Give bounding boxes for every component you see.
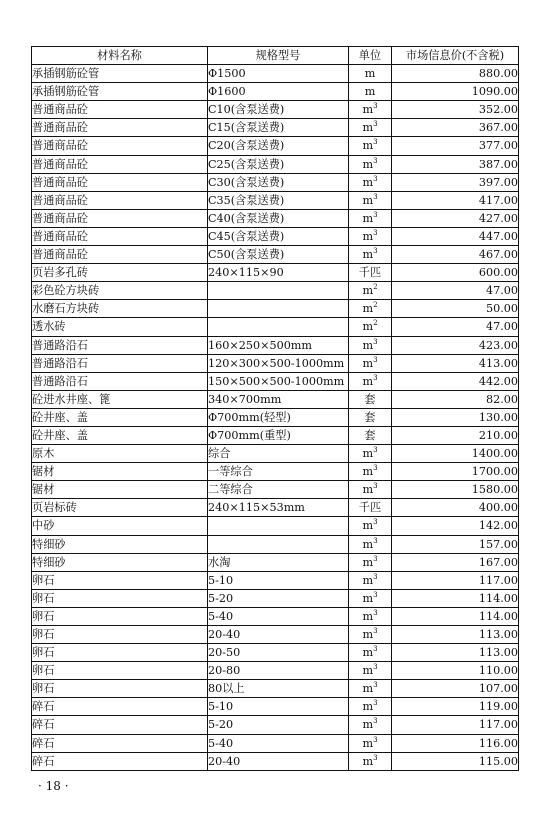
unit-cell: $m^3$ xyxy=(349,589,392,607)
material-name-cell: 普通商品砼 xyxy=(32,119,208,137)
spec-model-cell xyxy=(208,300,349,318)
price-cell: 50.00 xyxy=(392,300,519,318)
table-row xyxy=(32,571,519,589)
table-row xyxy=(32,662,519,680)
spec-model-cell: C30(含泵送费) xyxy=(208,173,349,191)
unit-cell: $m^3$ xyxy=(349,626,392,644)
spec-model-cell: C50(含泵送费) xyxy=(208,246,349,264)
material-name-cell: 普通商品砼 xyxy=(32,209,208,227)
material-name-cell: 碎石 xyxy=(32,752,208,770)
price-cell: 880.00 xyxy=(392,65,519,83)
page-number: · 18 · xyxy=(38,779,69,793)
price-cell: 114.00 xyxy=(392,607,519,625)
unit-cell: 千匹 xyxy=(349,264,392,282)
unit-cell: $m^3$ xyxy=(349,662,392,680)
spec-model-cell: 120×300×500-1000mm xyxy=(208,354,349,372)
table-row xyxy=(32,626,519,644)
table-row xyxy=(32,734,519,752)
material-name-cell: 彩色砼方块砖 xyxy=(32,282,208,300)
material-name-cell: 特细砂 xyxy=(32,553,208,571)
price-cell: 400.00 xyxy=(392,499,519,517)
unit-cell: 套 xyxy=(349,426,392,444)
table-row xyxy=(32,101,519,119)
spec-model-cell: Φ700mm(轻型) xyxy=(208,408,349,426)
spec-model-cell: 5-20 xyxy=(208,716,349,734)
material-name-cell: 卵石 xyxy=(32,607,208,625)
spec-model-cell: 5-10 xyxy=(208,698,349,716)
table-row xyxy=(32,318,519,336)
price-cell: 377.00 xyxy=(392,137,519,155)
table-row xyxy=(32,445,519,463)
table-row xyxy=(32,535,519,553)
material-name-cell: 普通商品砼 xyxy=(32,191,208,209)
material-name-cell: 页岩标砖 xyxy=(32,499,208,517)
price-cell: 110.00 xyxy=(392,662,519,680)
spec-model-cell: 20-80 xyxy=(208,662,349,680)
material-name-cell: 普通路沿石 xyxy=(32,354,208,372)
unit-cell: $m^3$ xyxy=(349,246,392,264)
table-row xyxy=(32,752,519,770)
header-row xyxy=(32,47,519,65)
table-row xyxy=(32,137,519,155)
price-cell: 130.00 xyxy=(392,408,519,426)
unit-cell: $m^3$ xyxy=(349,336,392,354)
material-name-cell: 原木 xyxy=(32,445,208,463)
table-row xyxy=(32,644,519,662)
unit-cell: 套 xyxy=(349,390,392,408)
spec-model-cell xyxy=(208,535,349,553)
table-row xyxy=(32,589,519,607)
header-unit: 单位 xyxy=(349,47,392,65)
price-cell: 117.00 xyxy=(392,571,519,589)
spec-model-cell: Φ700mm(重型) xyxy=(208,426,349,444)
price-cell: 387.00 xyxy=(392,155,519,173)
unit-cell: $m^3$ xyxy=(349,372,392,390)
spec-model-cell: 240×115×90 xyxy=(208,264,349,282)
unit-cell: 千匹 xyxy=(349,499,392,517)
material-name-cell: 页岩多孔砖 xyxy=(32,264,208,282)
spec-model-cell: C40(含泵送费) xyxy=(208,209,349,227)
price-cell: 113.00 xyxy=(392,644,519,662)
spec-model-cell: 20-40 xyxy=(208,626,349,644)
spec-model-cell: 综合 xyxy=(208,445,349,463)
spec-model-cell: 5-20 xyxy=(208,589,349,607)
price-cell: 352.00 xyxy=(392,101,519,119)
unit-cell: m xyxy=(349,65,392,83)
spec-model-cell: 20-40 xyxy=(208,752,349,770)
spec-model-cell: 5-40 xyxy=(208,734,349,752)
unit-cell: $m^3$ xyxy=(349,716,392,734)
table-row xyxy=(32,264,519,282)
price-cell: 119.00 xyxy=(392,698,519,716)
table-row xyxy=(32,553,519,571)
unit-cell: $m^3$ xyxy=(349,698,392,716)
price-cell: 397.00 xyxy=(392,173,519,191)
material-name-cell: 卵石 xyxy=(32,589,208,607)
table-row xyxy=(32,354,519,372)
unit-cell: 套 xyxy=(349,408,392,426)
table-row xyxy=(32,607,519,625)
material-name-cell: 普通商品砼 xyxy=(32,227,208,245)
material-name-cell: 砼井座、盖 xyxy=(32,426,208,444)
table-row xyxy=(32,119,519,137)
price-cell: 114.00 xyxy=(392,589,519,607)
unit-cell: $m^3$ xyxy=(349,209,392,227)
table-row xyxy=(32,463,519,481)
material-name-cell: 锯材 xyxy=(32,481,208,499)
table-row xyxy=(32,426,519,444)
price-cell: 1580.00 xyxy=(392,481,519,499)
material-name-cell: 普通商品砼 xyxy=(32,137,208,155)
unit-cell: $m^3$ xyxy=(349,137,392,155)
spec-model-cell: 160×250×500mm xyxy=(208,336,349,354)
unit-cell: $m^3$ xyxy=(349,354,392,372)
unit-cell: $m^2$ xyxy=(349,282,392,300)
price-cell: 107.00 xyxy=(392,680,519,698)
price-cell: 47.00 xyxy=(392,318,519,336)
material-name-cell: 卵石 xyxy=(32,680,208,698)
table-row xyxy=(32,155,519,173)
table-row xyxy=(32,408,519,426)
unit-cell: $m^3$ xyxy=(349,734,392,752)
spec-model-cell: Φ1600 xyxy=(208,83,349,101)
table-row xyxy=(32,191,519,209)
spec-model-cell: 二等综合 xyxy=(208,481,349,499)
unit-cell: $m^3$ xyxy=(349,680,392,698)
table-row xyxy=(32,499,519,517)
table-row xyxy=(32,227,519,245)
material-name-cell: 特细砂 xyxy=(32,535,208,553)
table-row xyxy=(32,336,519,354)
unit-cell: $m^3$ xyxy=(349,119,392,137)
price-cell: 157.00 xyxy=(392,535,519,553)
unit-cell: $m^2$ xyxy=(349,318,392,336)
spec-model-cell: C25(含泵送费) xyxy=(208,155,349,173)
material-name-cell: 卵石 xyxy=(32,626,208,644)
table-row xyxy=(32,698,519,716)
unit-cell: $m^3$ xyxy=(349,752,392,770)
material-name-cell: 普通商品砼 xyxy=(32,155,208,173)
material-name-cell: 卵石 xyxy=(32,662,208,680)
spec-model-cell: C45(含泵送费) xyxy=(208,227,349,245)
unit-cell: $m^2$ xyxy=(349,300,392,318)
price-cell: 600.00 xyxy=(392,264,519,282)
unit-cell: $m^3$ xyxy=(349,227,392,245)
material-name-cell: 碎石 xyxy=(32,716,208,734)
unit-cell: $m^3$ xyxy=(349,517,392,535)
material-name-cell: 承插钢筋砼管 xyxy=(32,83,208,101)
spec-model-cell: 80以上 xyxy=(208,680,349,698)
material-name-cell: 水磨石方块砖 xyxy=(32,300,208,318)
material-name-cell: 普通路沿石 xyxy=(32,372,208,390)
material-name-cell: 普通路沿石 xyxy=(32,336,208,354)
price-cell: 113.00 xyxy=(392,626,519,644)
table-row xyxy=(32,300,519,318)
material-name-cell: 普通商品砼 xyxy=(32,173,208,191)
spec-model-cell: C15(含泵送费) xyxy=(208,119,349,137)
price-cell: 116.00 xyxy=(392,734,519,752)
price-cell: 167.00 xyxy=(392,553,519,571)
spec-model-cell: 150×500×500-1000mm xyxy=(208,372,349,390)
spec-model-cell: 20-50 xyxy=(208,644,349,662)
spec-model-cell: 340×700mm xyxy=(208,390,349,408)
price-cell: 1400.00 xyxy=(392,445,519,463)
spec-model-cell: 240×115×53mm xyxy=(208,499,349,517)
unit-cell: $m^3$ xyxy=(349,481,392,499)
material-price-table xyxy=(31,46,519,771)
price-cell: 115.00 xyxy=(392,752,519,770)
price-cell: 117.00 xyxy=(392,716,519,734)
table-row xyxy=(32,282,519,300)
price-cell: 413.00 xyxy=(392,354,519,372)
unit-cell: $m^3$ xyxy=(349,173,392,191)
price-cell: 47.00 xyxy=(392,282,519,300)
material-name-cell: 透水砖 xyxy=(32,318,208,336)
price-cell: 210.00 xyxy=(392,426,519,444)
table-row xyxy=(32,246,519,264)
table-row xyxy=(32,173,519,191)
unit-cell: m xyxy=(349,83,392,101)
unit-cell: $m^3$ xyxy=(349,535,392,553)
spec-model-cell xyxy=(208,318,349,336)
unit-cell: $m^3$ xyxy=(349,553,392,571)
price-cell: 82.00 xyxy=(392,390,519,408)
material-name-cell: 普通商品砼 xyxy=(32,246,208,264)
table-row xyxy=(32,716,519,734)
spec-model-cell: C20(含泵送费) xyxy=(208,137,349,155)
spec-model-cell: 5-40 xyxy=(208,607,349,625)
price-cell: 447.00 xyxy=(392,227,519,245)
unit-cell: $m^3$ xyxy=(349,155,392,173)
table-row xyxy=(32,65,519,83)
spec-model-cell: C10(含泵送费) xyxy=(208,101,349,119)
table-row xyxy=(32,372,519,390)
unit-cell: $m^3$ xyxy=(349,607,392,625)
spec-model-cell: 一等综合 xyxy=(208,463,349,481)
unit-cell: $m^3$ xyxy=(349,191,392,209)
price-cell: 467.00 xyxy=(392,246,519,264)
unit-cell: $m^3$ xyxy=(349,445,392,463)
spec-model-cell xyxy=(208,282,349,300)
header-material-name: 材料名称 xyxy=(32,47,208,65)
price-cell: 417.00 xyxy=(392,191,519,209)
material-name-cell: 中砂 xyxy=(32,517,208,535)
unit-cell: $m^3$ xyxy=(349,571,392,589)
material-name-cell: 锯材 xyxy=(32,463,208,481)
price-cell: 142.00 xyxy=(392,517,519,535)
unit-cell: $m^3$ xyxy=(349,644,392,662)
header-spec-model: 规格型号 xyxy=(208,47,349,65)
material-name-cell: 砼进水井座、篦 xyxy=(32,390,208,408)
spec-model-cell: 5-10 xyxy=(208,571,349,589)
table-row xyxy=(32,517,519,535)
table-row xyxy=(32,209,519,227)
spec-model-cell: C35(含泵送费) xyxy=(208,191,349,209)
price-cell: 1700.00 xyxy=(392,463,519,481)
price-cell: 427.00 xyxy=(392,209,519,227)
unit-cell: $m^3$ xyxy=(349,463,392,481)
material-name-cell: 碎石 xyxy=(32,734,208,752)
spec-model-cell xyxy=(208,517,349,535)
header-market-price: 市场信息价(不含税) xyxy=(392,47,519,65)
spec-model-cell: 水淘 xyxy=(208,553,349,571)
material-name-cell: 砼井座、盖 xyxy=(32,408,208,426)
table-row xyxy=(32,83,519,101)
table-row xyxy=(32,390,519,408)
price-cell: 442.00 xyxy=(392,372,519,390)
spec-model-cell: Φ1500 xyxy=(208,65,349,83)
material-name-cell: 承插钢筋砼管 xyxy=(32,65,208,83)
price-cell: 1090.00 xyxy=(392,83,519,101)
table-row xyxy=(32,481,519,499)
table-row xyxy=(32,680,519,698)
price-cell: 367.00 xyxy=(392,119,519,137)
price-cell: 423.00 xyxy=(392,336,519,354)
material-name-cell: 卵石 xyxy=(32,571,208,589)
unit-cell: $m^3$ xyxy=(349,101,392,119)
material-name-cell: 卵石 xyxy=(32,644,208,662)
material-name-cell: 普通商品砼 xyxy=(32,101,208,119)
material-name-cell: 碎石 xyxy=(32,698,208,716)
